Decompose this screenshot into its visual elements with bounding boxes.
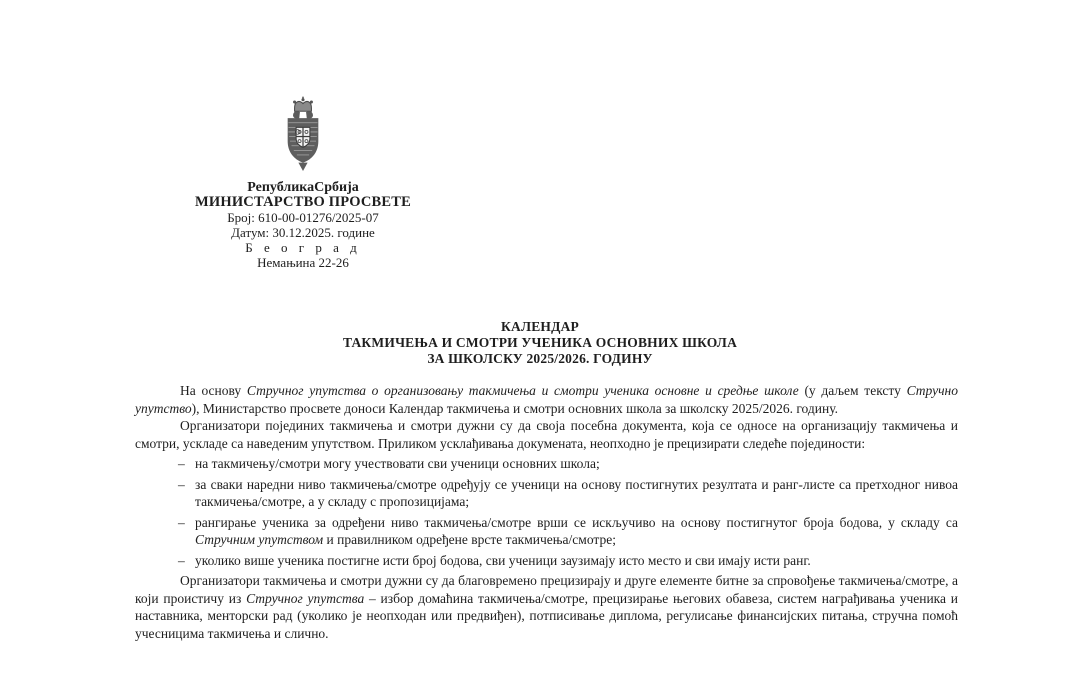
list-item (135, 476, 958, 511)
dash-bullet: – (178, 514, 185, 530)
dash-bullet: – (178, 456, 185, 471)
body-paragraph (135, 417, 958, 452)
list-item (135, 455, 958, 473)
dash-bullet: – (178, 476, 185, 492)
serbia-coat-of-arms-icon (280, 96, 326, 174)
title-line-1: КАЛЕНДАР (501, 319, 579, 334)
text-run: – избор домаћина такмичења/смотре, прецизирање његових обавеза, систем награђивања ученика и наставника, менторски рад (уколико је неопходан или предвиђен), потписивање диплома, регулисање финансијских питања, стручна помоћ учесницима такмичења и слично. (135, 590, 959, 641)
text-run: уколико више ученика постигне исти број бодова, сви ученици заузимају исто место и сви имају исти ранг. (195, 552, 811, 568)
text-run: за сваки наредни ниво такмичења/смотре одређују се ученици на основу постигнутих резултата и ранг-листе са претходног нивоа такмичења/смотре, а у складу с пропозицијама; (195, 476, 958, 509)
document-number: Број: 610-00-01276/2025-07 (227, 210, 379, 225)
italic-text-run: Стручног упутства о организовању такмичења и смотри ученика основне и средње школе (246, 383, 799, 398)
body-paragraph (135, 382, 958, 417)
letterhead (168, 96, 438, 270)
text-run: и правилником одређене врсте такмичења/смотре; (323, 532, 616, 547)
list-item-text (195, 515, 958, 548)
text-run: рангирање ученика за одређени ниво такмичења/смотре врши се искључиво на основу постигнутог броја бодова, у складу са (195, 514, 958, 530)
text-run: ), Министарство просвете доноси Календар такмичења и смотри основних школа за школску 2025/2026. годину. (191, 400, 838, 416)
text-run: На основу (180, 383, 247, 398)
list-item-text (195, 456, 600, 471)
title-line-3: ЗА ШКОЛСКУ 2025/2026. ГОДИНУ (427, 351, 653, 366)
italic-text-run: Стручно упутство (135, 383, 958, 416)
text-run: Организатори такмичења и смотри дужни су да благовремено прецизирају и друге елементе битне за спровођење такмичења/смотре, а који проистичу из (135, 573, 958, 606)
document-date: Датум: 30.12.2025. године (231, 225, 375, 240)
ministry-name: МИНИСТАРСТВО ПРОСВЕТЕ (194, 194, 412, 210)
title-line-2: ТАКМИЧЕЊА И СМОТРИ УЧЕНИКА ОСНОВНИХ ШКОЛА (342, 335, 738, 350)
text-run: на такмичењу/смотри могу учествовати сви ученици основних школа; (195, 456, 600, 471)
dash-bullet: – (178, 552, 185, 568)
city-line: Б е о г р а д (245, 240, 361, 255)
list-item-text (195, 553, 811, 568)
italic-text-run: Стручног упутства (246, 590, 365, 606)
document-title (0, 319, 1080, 367)
italic-text-run: Стручним упутством (195, 532, 324, 547)
body-paragraph (135, 572, 958, 642)
list-item-text (195, 477, 958, 510)
list-item (135, 514, 958, 549)
text-run: Организатори појединих такмичења и смотри дужни су да своја посебна документа, која се односе на организацију такмичења и смотри, ускладе са наведеним упутством. Приликом усклађивања докумената, неопходно је прецизирати следеће појединости: (135, 418, 958, 451)
address-line: Немањина 22-26 (257, 255, 349, 270)
list-item (135, 552, 958, 570)
republic-name: РепубликаСрбија (247, 180, 359, 195)
dash-list (135, 455, 958, 569)
document-body (135, 382, 958, 642)
text-run: (у даљем тексту (798, 383, 907, 398)
